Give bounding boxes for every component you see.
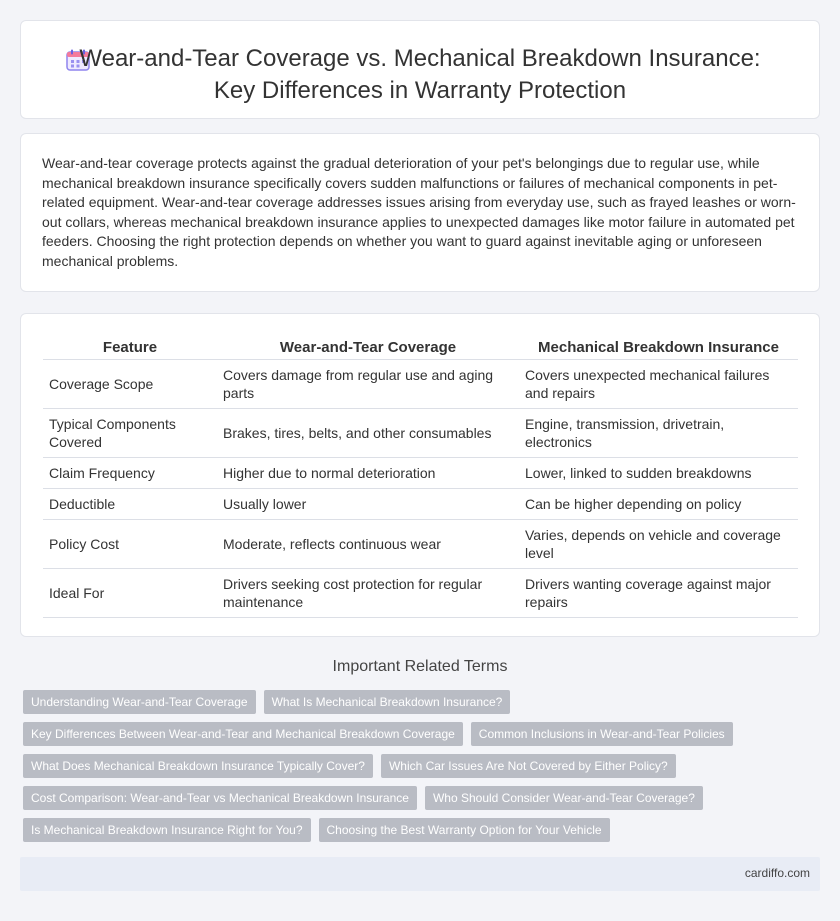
- page-title: [21, 43, 819, 107]
- related-term-tag[interactable]: Understanding Wear-and-Tear Coverage: [23, 690, 256, 714]
- tag-row: [23, 786, 813, 818]
- table-cell: Brakes, tires, belts, and other consumables: [217, 408, 519, 457]
- table-cell: Policy Cost: [43, 519, 217, 568]
- header-wear-and-tear: Wear-and-Tear Coverage: [217, 337, 519, 359]
- tag-row: [23, 818, 813, 850]
- table-cell: Higher due to normal deterioration: [217, 457, 519, 488]
- footer: [20, 857, 820, 891]
- table-cell: Covers damage from regular use and aging parts: [217, 359, 519, 408]
- tag-row: [23, 722, 813, 754]
- related-term-tag[interactable]: Key Differences Between Wear-and-Tear and Mechanical Breakdown Coverage: [23, 722, 463, 746]
- related-term-tag[interactable]: Is Mechanical Breakdown Insurance Right for You?: [23, 818, 311, 842]
- header-card: [20, 20, 820, 119]
- title-line-2: Key Differences in Warranty Protection: [213, 77, 627, 104]
- table-cell: Varies, depends on vehicle and coverage level: [519, 519, 798, 568]
- related-terms-list: [23, 690, 813, 850]
- table-cell: Usually lower: [217, 488, 519, 519]
- related-term-tag[interactable]: Cost Comparison: Wear-and-Tear vs Mechanical Breakdown Insurance: [23, 786, 417, 810]
- table-cell: Lower, linked to sudden breakdowns: [519, 457, 798, 488]
- related-terms-heading: Important Related Terms: [332, 658, 508, 675]
- comparison-table-card: [20, 313, 820, 637]
- related-term-tag[interactable]: Common Inclusions in Wear-and-Tear Policies: [471, 722, 733, 746]
- table-header-row: [43, 337, 798, 359]
- table-row: [43, 359, 798, 408]
- intro-paragraph: Wear-and-tear coverage protects against the gradual deterioration of your pet's belongings due to regular use, while mechanical breakdown insurance specifically covers sudden malfunctions or failures of mechanical components in pet-related equipment. Wear-and-tear coverage addresses issues arising from everyday use, such as frayed leashes or worn-out collars, whereas mechanical breakdown insurance applies to unexpected damages like motor failure in automated pet feeders. Choosing the right protection depends on whether you want to guard against inevitable aging or unforeseen mechanical problems.: [42, 155, 796, 269]
- tag-row: [23, 690, 813, 722]
- table-cell: Deductible: [43, 488, 217, 519]
- related-term-tag[interactable]: What Does Mechanical Breakdown Insurance Typically Cover?: [23, 754, 373, 778]
- comparison-table: [43, 337, 798, 618]
- table-row: [43, 488, 798, 519]
- header-mechanical-breakdown: Mechanical Breakdown Insurance: [519, 337, 798, 359]
- related-term-tag[interactable]: Choosing the Best Warranty Option for Your Vehicle: [319, 818, 610, 842]
- table-cell: Typical Components Covered: [43, 408, 217, 457]
- tag-row: [23, 754, 813, 786]
- table-cell: Engine, transmission, drivetrain, electronics: [519, 408, 798, 457]
- table-row: [43, 519, 798, 568]
- header-feature: Feature: [43, 337, 217, 359]
- intro-card: [20, 133, 820, 292]
- related-term-tag[interactable]: Which Car Issues Are Not Covered by Either Policy?: [381, 754, 676, 778]
- table-cell: Moderate, reflects continuous wear: [217, 519, 519, 568]
- table-cell: Can be higher depending on policy: [519, 488, 798, 519]
- table-row: [43, 457, 798, 488]
- table-cell: Drivers seeking cost protection for regular maintenance: [217, 568, 519, 617]
- table-row: [43, 568, 798, 617]
- related-term-tag[interactable]: Who Should Consider Wear-and-Tear Coverage?: [425, 786, 703, 810]
- table-cell: Claim Frequency: [43, 457, 217, 488]
- title-line-1: Wear-and-Tear Coverage vs. Mechanical Breakdown Insurance:: [79, 45, 761, 72]
- table-cell: Ideal For: [43, 568, 217, 617]
- table-cell: Covers unexpected mechanical failures and repairs: [519, 359, 798, 408]
- table-cell: Drivers wanting coverage against major repairs: [519, 568, 798, 617]
- related-term-tag[interactable]: What Is Mechanical Breakdown Insurance?: [264, 690, 511, 714]
- footer-site-link[interactable]: cardiffo.com: [744, 866, 810, 880]
- table-row: [43, 408, 798, 457]
- table-cell: Coverage Scope: [43, 359, 217, 408]
